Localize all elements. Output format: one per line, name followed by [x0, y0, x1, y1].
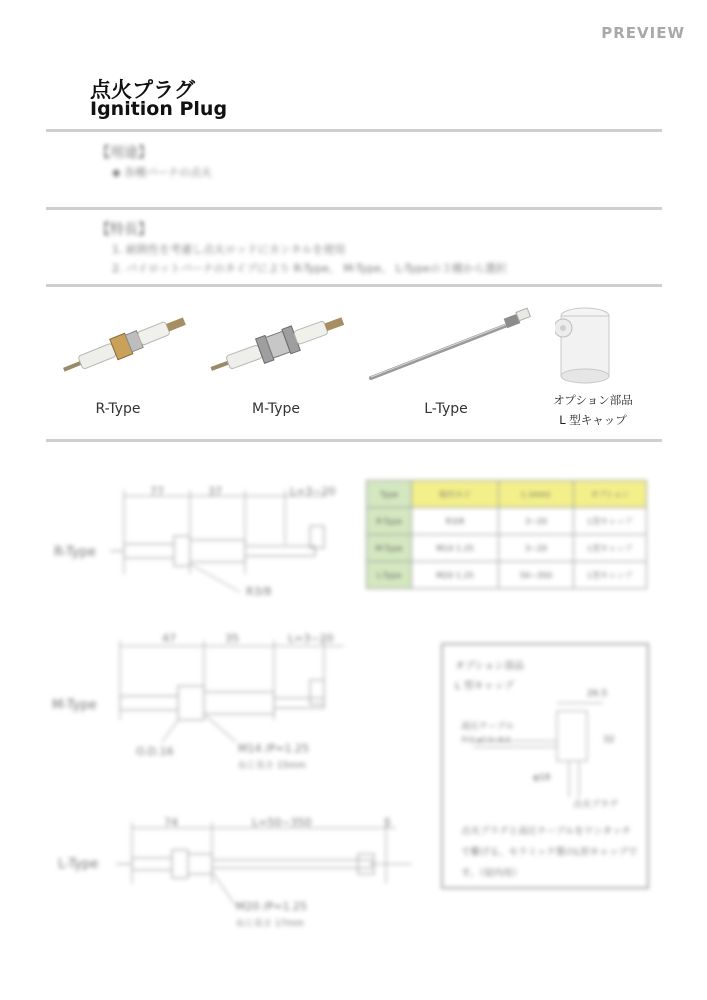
m-type-dim-a: 47 — [162, 632, 176, 645]
l-type-dim-a: 74 — [164, 816, 178, 829]
option-box-dim-w: 26.5 — [587, 689, 608, 699]
m-type-drawing — [114, 630, 354, 754]
product-r-type-label: R-Type — [95, 401, 141, 417]
option-part-line2: L 型キャップ — [559, 413, 627, 427]
spec-cell: 3~20 — [499, 535, 574, 562]
divider-2 — [46, 207, 662, 210]
spec-header-type: Type — [367, 481, 412, 508]
r-type-drawing — [110, 484, 350, 608]
usage-heading: 【用途】 — [96, 145, 152, 161]
table-row — [367, 508, 647, 535]
spec-table-header — [367, 481, 647, 508]
option-part-caption — [533, 390, 653, 430]
option-box-dim-h: 32 — [603, 735, 615, 745]
r-type-dim-a: 77 — [150, 485, 164, 498]
r-type-drawing-label: R-Type — [54, 545, 96, 560]
spec-header-option: オプション — [574, 481, 647, 508]
spec-cell: M-Type — [367, 535, 412, 562]
m-type-dim-b: 35 — [225, 632, 239, 645]
page-title-en: Ignition Plug — [90, 98, 228, 120]
spec-cell: L-Type — [367, 562, 412, 589]
option-cap-box — [441, 643, 649, 889]
features-item-1: 1. 耐熱性を考慮し点火ロッドにカンタルを使用 — [112, 243, 346, 256]
spec-header-thread: 取付ネジ — [412, 481, 499, 508]
option-box-title-1: オプション部品 — [455, 661, 525, 672]
product-r-type-image — [55, 300, 195, 440]
m-type-thread-note: ねじ長さ 15mm — [238, 761, 306, 771]
page-title-jp: 点火プラグ — [90, 78, 195, 102]
option-box-note: 点火プラグと高圧ケーブルをワンタッチで繋げる、セラミック製のL形キャップです。（屋内用） — [461, 826, 638, 879]
option-cap-drawing — [453, 693, 643, 813]
spec-cell: L型キャップ — [574, 508, 647, 535]
divider-3 — [46, 284, 662, 287]
spec-cell: L型キャップ — [574, 562, 647, 589]
l-type-dim-c: 5 — [384, 816, 391, 829]
product-m-type-image — [205, 300, 350, 440]
m-type-flat: O.D.16 — [136, 745, 174, 758]
preview-label: PREVIEW — [601, 24, 685, 42]
table-row — [367, 535, 647, 562]
spec-table — [366, 480, 647, 589]
spec-cell: R-Type — [367, 508, 412, 535]
option-box-title-2: L 型キャップ — [455, 681, 514, 692]
l-type-thread-note: ねじ長さ 17mm — [236, 919, 304, 929]
table-row — [367, 562, 647, 589]
product-l-type-label: L-Type — [424, 401, 468, 417]
spec-cell: 50~350 — [499, 562, 574, 589]
l-type-drawing-label: L-Type — [58, 857, 99, 872]
product-m-type-label: M-Type — [251, 401, 300, 417]
spec-cell: 3~20 — [499, 508, 574, 535]
l-type-dim-l: L=50~350 — [252, 816, 312, 829]
divider-4 — [46, 439, 662, 442]
r-type-dim-l: L=3~20 — [290, 485, 336, 498]
r-type-dim-b: 37 — [208, 485, 222, 498]
m-type-thread: M14 /P=1.25 — [238, 742, 310, 755]
option-part-line1: オプション部品 — [553, 393, 633, 407]
usage-item-1: ◆ 各種バーナの点火 — [112, 166, 212, 179]
option-box-cable-note: 外径 φ7.0~8.0 — [461, 736, 510, 744]
option-box-dim-d: φ18 — [533, 773, 551, 783]
features-item-2: 2. パイロットバーナのタイプにより R-Type、 M-Type、 L-Typeの３種から選択 — [112, 262, 507, 275]
option-box-plug-label: 点火プラグ — [573, 800, 619, 810]
option-box-cable-label: 高圧ケーブル — [461, 722, 515, 732]
m-type-dim-l: L=3~20 — [288, 632, 334, 645]
r-type-thread: R3/8 — [246, 585, 272, 598]
l-type-thread: M20 /P=1.25 — [236, 900, 308, 913]
m-type-drawing-label: M-Type — [52, 698, 97, 713]
spec-cell: R3/8 — [412, 508, 499, 535]
spec-cell: M14 1.25 — [412, 535, 499, 562]
spec-cell: M20 1.25 — [412, 562, 499, 589]
spec-cell: L型キャップ — [574, 535, 647, 562]
spec-header-length: L (mm) — [499, 481, 574, 508]
product-l-type-image — [365, 300, 535, 440]
divider-1 — [46, 129, 662, 132]
features-heading: 【特長】 — [96, 222, 152, 238]
